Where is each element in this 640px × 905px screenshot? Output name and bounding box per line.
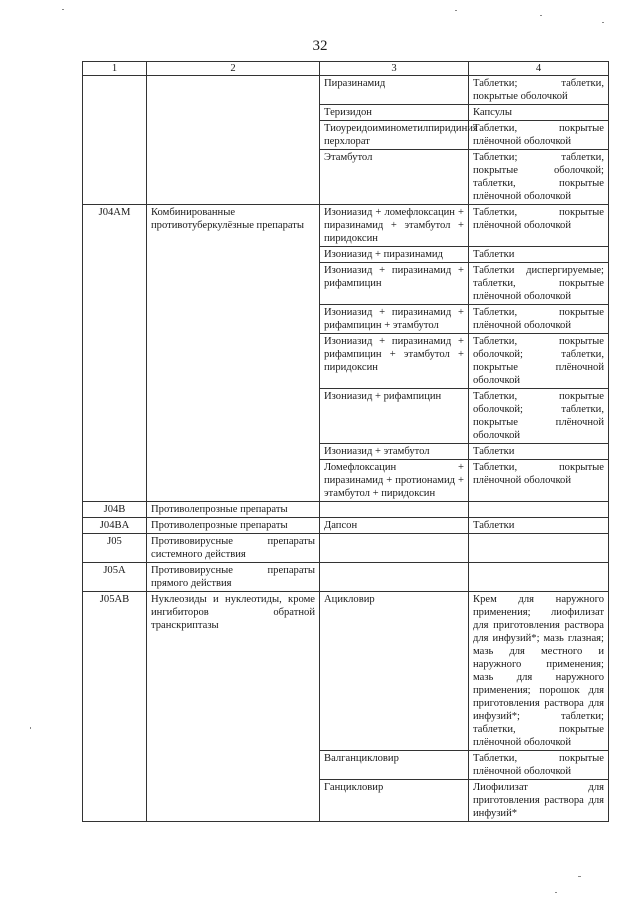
drug-name-cell: Пиразинамид <box>320 76 469 105</box>
dosage-form-cell: Таблетки, покрытые плёночной оболочкой <box>469 305 609 334</box>
drug-name-cell: Изониазид + пиразинамид + рифампицин <box>320 263 469 305</box>
dosage-form-cell: Таблетки, покрытые оболочкой; таблетки, покрытые плёночной оболочкой <box>469 334 609 389</box>
drug-name-cell <box>320 534 469 563</box>
drug-name-cell: Изониазид + пиразинамид + рифампицин + этамбутол + пиридоксин <box>320 334 469 389</box>
table-row <box>83 76 609 105</box>
dosage-form-cell: Капсулы <box>469 105 609 121</box>
group-name-cell <box>147 76 320 205</box>
drug-name-cell: Изониазид + ломефлоксацин + пиразинамид + этамбутол + пиридоксин <box>320 205 469 247</box>
drug-name-cell: Теризидон <box>320 105 469 121</box>
atc-code-cell: J05 <box>83 534 147 563</box>
header-cell: 2 <box>147 62 320 76</box>
drug-name-cell: Изониазид + пиразинамид + рифампицин + этамбутол <box>320 305 469 334</box>
table-row <box>83 534 609 563</box>
table-row <box>83 592 609 751</box>
drug-name-cell: Изониазид + пиразинамид <box>320 247 469 263</box>
drug-name-cell: Ломефлоксацин + пиразинамид + протионамид + этамбутол + пиридоксин <box>320 460 469 502</box>
dosage-form-cell <box>469 534 609 563</box>
group-name-cell: Противолепрозные препараты <box>147 518 320 534</box>
table-row <box>83 205 609 247</box>
group-name-cell: Противолепрозные препараты <box>147 502 320 518</box>
drug-table <box>82 61 609 822</box>
header-row <box>83 62 609 76</box>
dosage-form-cell: Таблетки <box>469 444 609 460</box>
drug-name-cell: Ганцикловир <box>320 780 469 822</box>
header-cell: 3 <box>320 62 469 76</box>
dosage-form-cell: Крем для наружного применения; лиофилизат для приготовления раствора для инфузий*; мазь глазная; мазь для местного и наружного применения; мазь для наружного применения; порошок для приготовления раствора для инфузий*; таблетки; таблетки, покрытые плёночной оболочкой <box>469 592 609 751</box>
header-cell: 4 <box>469 62 609 76</box>
scan-speck <box>602 22 604 23</box>
atc-code-cell: J04B <box>83 502 147 518</box>
scan-speck <box>30 727 31 729</box>
scan-speck <box>455 10 457 11</box>
dosage-form-cell: Таблетки, покрытые плёночной оболочкой <box>469 751 609 780</box>
group-name-cell: Противовирусные препараты системного действия <box>147 534 320 563</box>
atc-code-cell: J05AB <box>83 592 147 822</box>
drug-name-cell <box>320 563 469 592</box>
drug-name-cell: Валганцикловир <box>320 751 469 780</box>
table-row <box>83 502 609 518</box>
group-name-cell: Нуклеозиды и нуклеотиды, кроме ингибиторов обратной транскриптазы <box>147 592 320 822</box>
drug-name-cell: Тиоуреидоиминометилпиридиния перхлорат <box>320 121 469 150</box>
drug-name-cell: Изониазид + рифампицин <box>320 389 469 444</box>
drug-name-cell: Ацикловир <box>320 592 469 751</box>
dosage-form-cell <box>469 563 609 592</box>
atc-code-cell: J04BA <box>83 518 147 534</box>
group-name-cell: Противовирусные препараты прямого действия <box>147 563 320 592</box>
dosage-form-cell: Таблетки; таблетки, покрытые оболочкой <box>469 76 609 105</box>
group-name-cell: Комбинированные противотуберкулёзные препараты <box>147 205 320 502</box>
dosage-form-cell: Таблетки <box>469 247 609 263</box>
drug-name-cell: Этамбутол <box>320 150 469 205</box>
header-cell: 1 <box>83 62 147 76</box>
drug-name-cell: Изониазид + этамбутол <box>320 444 469 460</box>
dosage-form-cell: Таблетки, покрытые плёночной оболочкой <box>469 121 609 150</box>
atc-code-cell: J05A <box>83 563 147 592</box>
atc-code-cell: J04AM <box>83 205 147 502</box>
dosage-form-cell: Таблетки; таблетки, покрытые оболочкой; таблетки, покрытые плёночной оболочкой <box>469 150 609 205</box>
drug-name-cell: Дапсон <box>320 518 469 534</box>
page-number: 32 <box>312 38 328 54</box>
dosage-form-cell: Таблетки <box>469 518 609 534</box>
dosage-form-cell: Таблетки, покрытые плёночной оболочкой <box>469 460 609 502</box>
dosage-form-cell: Таблетки, покрытые оболочкой; таблетки, покрытые плёночной оболочкой <box>469 389 609 444</box>
scan-speck <box>62 9 64 10</box>
dosage-form-cell: Таблетки, покрытые плёночной оболочкой <box>469 205 609 247</box>
table-row <box>83 518 609 534</box>
scan-speck <box>540 15 542 16</box>
atc-code-cell <box>83 76 147 205</box>
dosage-form-cell: Лиофилизат для приготовления раствора для инфузий* <box>469 780 609 822</box>
drug-name-cell <box>320 502 469 518</box>
dosage-form-cell: Таблетки диспергируемые; таблетки, покрытые плёночной оболочкой <box>469 263 609 305</box>
scan-speck <box>578 876 581 877</box>
table-row <box>83 563 609 592</box>
scan-speck <box>555 892 557 893</box>
dosage-form-cell <box>469 502 609 518</box>
